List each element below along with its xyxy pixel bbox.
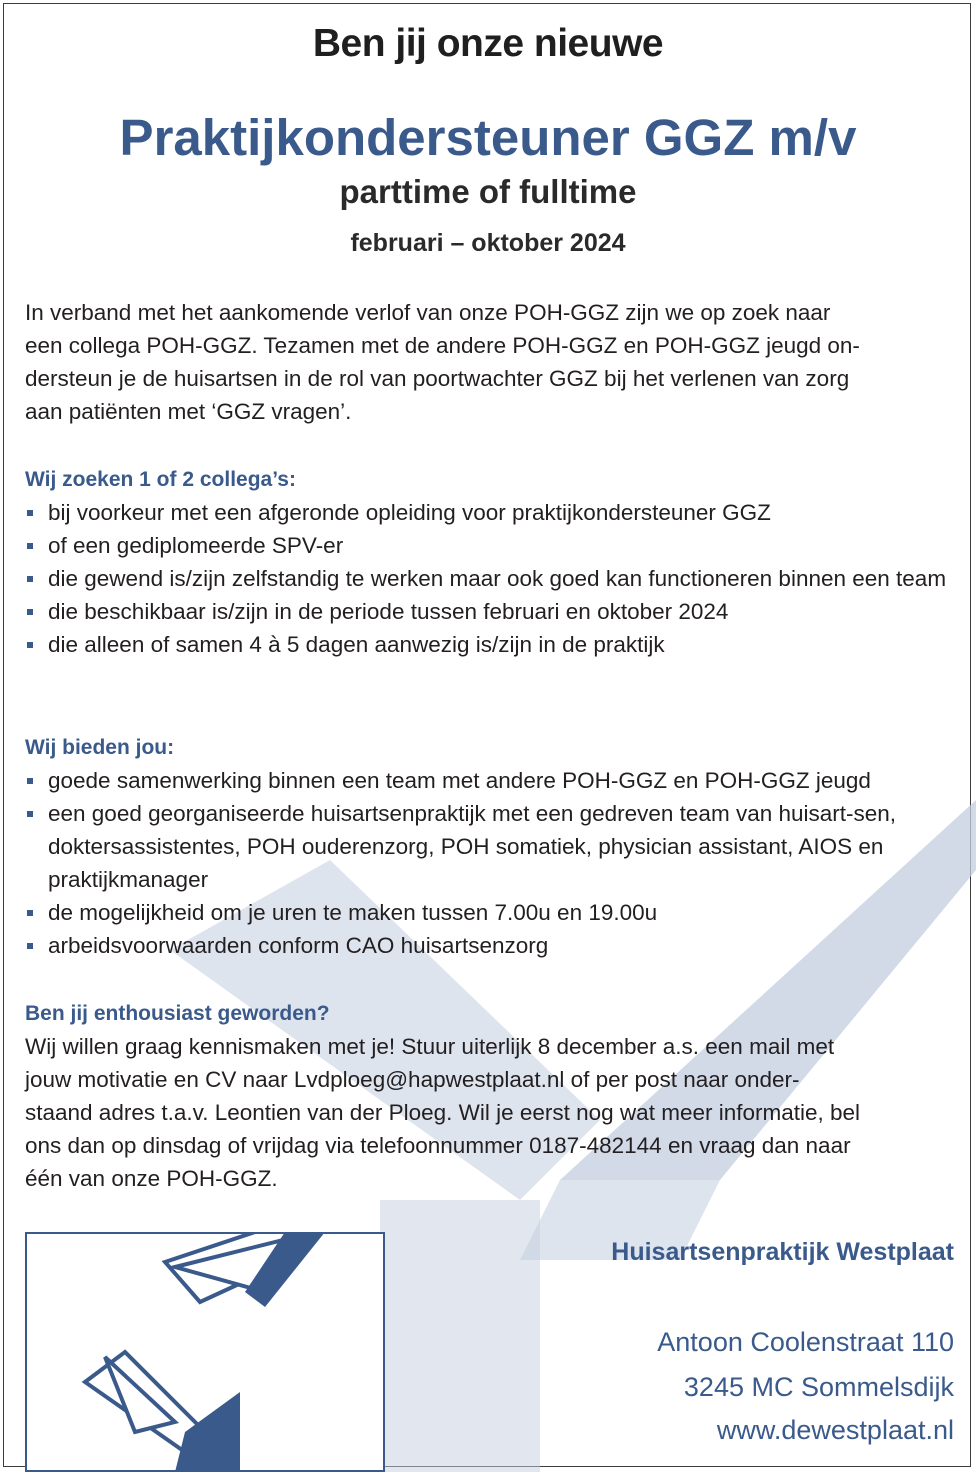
job-title: Praktijkondersteuner GGZ m/v — [119, 109, 857, 166]
search-heading: Wij zoeken 1 of 2 collega’s: — [25, 468, 296, 491]
contact-line: staand adres t.a.v. Leontien van der Ploeg. Wil je eerst nog wat meer informatie, bel — [25, 1100, 861, 1125]
search-section — [25, 463, 955, 661]
job-period: februari – oktober 2024 — [350, 229, 626, 257]
job-hours: parttime of fulltime — [339, 173, 637, 210]
intro-line: dersteun je de huisartsen in de rol van poortwachter GGZ bij het verlenen van zorg — [25, 366, 850, 391]
offer-section — [25, 731, 955, 962]
list-item: die beschikbaar is/zijn in de periode tussen februari en oktober 2024 — [25, 595, 955, 628]
contact-line: ons dan op dinsdag of vrijdag via telefoonnummer 0187-482144 en vraag dan naar — [25, 1133, 851, 1158]
headline-intro: Ben jij onze nieuwe — [312, 22, 664, 65]
list-item: de mogelijkheid om je uren te maken tussen 7.00u en 19.00u — [25, 896, 955, 929]
intro-line: aan patiënten met ‘GGZ vragen’. — [25, 399, 352, 424]
intro-line: In verband met het aankomende verlof van onze POH-GGZ zijn we op zoek naar — [25, 300, 831, 325]
list-item: arbeidsvoorwaarden conform CAO huisartsenzorg — [25, 929, 955, 962]
search-list — [25, 496, 955, 661]
intro-paragraph — [25, 296, 955, 428]
offer-list — [25, 764, 955, 962]
list-item: die alleen of samen 4 à 5 dagen aanwezig is/zijn in de praktijk — [25, 628, 955, 661]
contact-section — [25, 997, 955, 1195]
contact-line: één van onze POH-GGZ. — [25, 1166, 278, 1191]
website-link[interactable]: www.dewestplaat.nl — [716, 1415, 954, 1445]
list-item: goede samenwerking binnen een team met andere POH-GGZ en POH-GGZ jeugd — [25, 764, 955, 797]
list-item: die gewend is/zijn zelfstandig te werken maar ook goed kan functioneren binnen een team — [25, 562, 955, 595]
practice-logo-icon — [25, 1232, 385, 1472]
contact-line: jouw motivatie en CV naar Lvdploeg@hapwestplaat.nl of per post naar onder- — [25, 1067, 800, 1092]
address-city: 3245 MC Sommelsdijk — [683, 1372, 954, 1402]
organization-name: Huisartsenpraktijk Westplaat — [611, 1238, 954, 1266]
list-item: of een gediplomeerde SPV-er — [25, 529, 955, 562]
contact-line: Wij willen graag kennismaken met je! Stuur uiterlijk 8 december a.s. een mail met — [25, 1034, 835, 1059]
contact-heading: Ben jij enthousiast geworden? — [25, 1002, 330, 1025]
list-item: bij voorkeur met een afgeronde opleiding voor praktijkondersteuner GGZ — [25, 496, 955, 529]
address-street: Antoon Coolenstraat 110 — [657, 1327, 954, 1357]
intro-line: een collega POH-GGZ. Tezamen met de andere POH-GGZ en POH-GGZ jeugd on- — [25, 333, 860, 358]
list-item: een goed georganiseerde huisartsenpraktijk met een gedreven team van huisart-sen, doktersassistentes, POH ouderenzorg, POH somatiek, physician assistant, AIOS en praktijkmanager — [25, 797, 955, 896]
offer-heading: Wij bieden jou: — [25, 736, 175, 759]
